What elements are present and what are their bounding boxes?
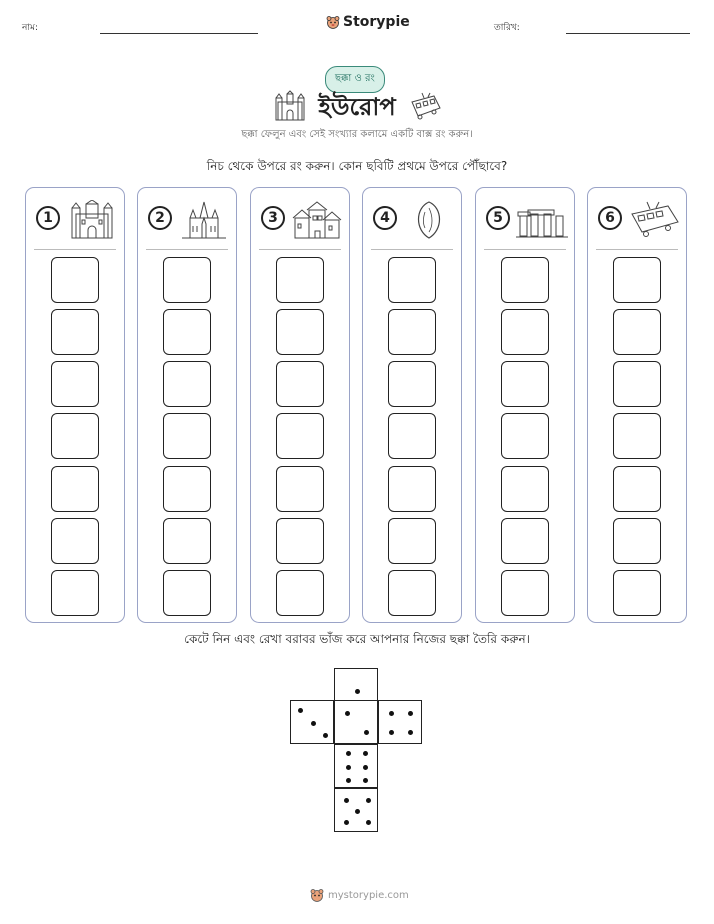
- color-box[interactable]: [51, 570, 99, 616]
- die-pip: [363, 751, 368, 756]
- column-divider: [484, 249, 566, 250]
- color-box[interactable]: [51, 413, 99, 459]
- date-field[interactable]: [566, 33, 690, 34]
- brand-logo: [326, 14, 410, 30]
- activity-badge: ছক্কা ও রং: [325, 66, 385, 93]
- name-field[interactable]: [100, 33, 258, 34]
- die-pip: [344, 820, 349, 825]
- die-pip: [355, 809, 360, 814]
- die-pip: [345, 711, 350, 716]
- column-header: [486, 200, 568, 240]
- cut-instruction: কেটে নিন এবং রেখা বরাবর ভাঁজ করে আপনার নিজের ছক্কা তৈরি করুন।: [184, 632, 530, 646]
- color-box[interactable]: [501, 257, 549, 303]
- color-box[interactable]: [51, 518, 99, 564]
- cathedral-icon: [178, 200, 230, 240]
- color-box[interactable]: [276, 361, 324, 407]
- die-pip: [363, 765, 368, 770]
- die-face-2: [334, 700, 378, 744]
- tram-icon: [628, 200, 680, 240]
- dice-column-2: [137, 187, 237, 623]
- die-face-4: [378, 700, 422, 744]
- die-pip: [346, 765, 351, 770]
- color-box[interactable]: [163, 257, 211, 303]
- date-label: তারিখ:: [494, 23, 520, 33]
- color-box[interactable]: [51, 257, 99, 303]
- color-box[interactable]: [276, 518, 324, 564]
- color-box[interactable]: [276, 413, 324, 459]
- color-box[interactable]: [613, 570, 661, 616]
- color-box[interactable]: [276, 309, 324, 355]
- color-box[interactable]: [613, 361, 661, 407]
- die-pip: [323, 733, 328, 738]
- die-pip: [389, 730, 394, 735]
- storypie-logo-icon: [326, 15, 340, 29]
- color-box[interactable]: [388, 361, 436, 407]
- color-box[interactable]: [613, 518, 661, 564]
- dice-column-5: [475, 187, 575, 623]
- page-title: ইউরোপ: [318, 93, 396, 121]
- column-number: 4: [373, 206, 397, 230]
- die-pip: [311, 721, 316, 726]
- die-pip: [344, 798, 349, 803]
- color-box[interactable]: [163, 413, 211, 459]
- color-box[interactable]: [163, 570, 211, 616]
- dice-column-4: [362, 187, 462, 623]
- column-divider: [371, 249, 453, 250]
- column-number: 6: [598, 206, 622, 230]
- color-box[interactable]: [613, 257, 661, 303]
- castle-icon: [66, 200, 118, 240]
- color-box[interactable]: [51, 466, 99, 512]
- die-pip: [346, 751, 351, 756]
- color-box[interactable]: [51, 361, 99, 407]
- die-pip: [364, 730, 369, 735]
- column-number: 3: [261, 206, 285, 230]
- column-number: 1: [36, 206, 60, 230]
- die-pip: [363, 778, 368, 783]
- almond-icon: [403, 200, 455, 240]
- subtitle: ছক্কা ফেলুন এবং সেই সংখ্যার কলামে একটি বাক্স রং করুন।: [241, 129, 473, 140]
- die-pip: [355, 689, 360, 694]
- die-pip: [366, 820, 371, 825]
- column-divider: [259, 249, 341, 250]
- column-divider: [34, 249, 116, 250]
- color-box[interactable]: [613, 413, 661, 459]
- brand-name: Storypie: [343, 14, 410, 30]
- color-box[interactable]: [163, 466, 211, 512]
- die-pip: [408, 711, 413, 716]
- color-box[interactable]: [163, 518, 211, 564]
- color-box[interactable]: [388, 309, 436, 355]
- storypie-logo-icon: [310, 888, 324, 902]
- dice-column-6: [587, 187, 687, 623]
- stonehenge-icon: [516, 200, 568, 240]
- die-face-3: [290, 700, 334, 744]
- color-box[interactable]: [276, 570, 324, 616]
- color-box[interactable]: [613, 309, 661, 355]
- column-number: 2: [148, 206, 172, 230]
- die-pip: [389, 711, 394, 716]
- name-label: নাম:: [22, 23, 39, 33]
- village-houses-icon: [291, 200, 343, 240]
- color-box[interactable]: [388, 466, 436, 512]
- color-box[interactable]: [501, 570, 549, 616]
- die-pip: [408, 730, 413, 735]
- color-box[interactable]: [388, 518, 436, 564]
- dice-column-3: [250, 187, 350, 623]
- castle-icon: [274, 90, 306, 122]
- color-box[interactable]: [388, 413, 436, 459]
- column-header: [261, 200, 343, 240]
- die-pip: [366, 798, 371, 803]
- footer-url: mystorypie.com: [328, 889, 409, 901]
- column-divider: [596, 249, 678, 250]
- color-box[interactable]: [501, 466, 549, 512]
- column-divider: [146, 249, 228, 250]
- color-box[interactable]: [51, 309, 99, 355]
- column-number: 5: [486, 206, 510, 230]
- die-face-6: [334, 744, 378, 788]
- column-header: [148, 200, 230, 240]
- die-pip: [298, 708, 303, 713]
- color-box[interactable]: [501, 518, 549, 564]
- column-header: [598, 200, 680, 240]
- color-box[interactable]: [613, 466, 661, 512]
- column-header: [36, 200, 118, 240]
- tram-icon: [408, 92, 442, 120]
- die-face-5: [334, 788, 378, 832]
- footer: [310, 888, 409, 902]
- color-box[interactable]: [501, 413, 549, 459]
- instruction: নিচ থেকে উপরে রং করুন। কোন ছবিটি প্রথমে উপরে পৌঁছাবে?: [206, 159, 508, 173]
- color-box[interactable]: [501, 361, 549, 407]
- color-box[interactable]: [388, 570, 436, 616]
- color-box[interactable]: [501, 309, 549, 355]
- column-header: [373, 200, 455, 240]
- color-box[interactable]: [163, 309, 211, 355]
- color-box[interactable]: [163, 361, 211, 407]
- color-box[interactable]: [276, 466, 324, 512]
- die-pip: [346, 778, 351, 783]
- color-box[interactable]: [388, 257, 436, 303]
- dice-column-1: [25, 187, 125, 623]
- color-box[interactable]: [276, 257, 324, 303]
